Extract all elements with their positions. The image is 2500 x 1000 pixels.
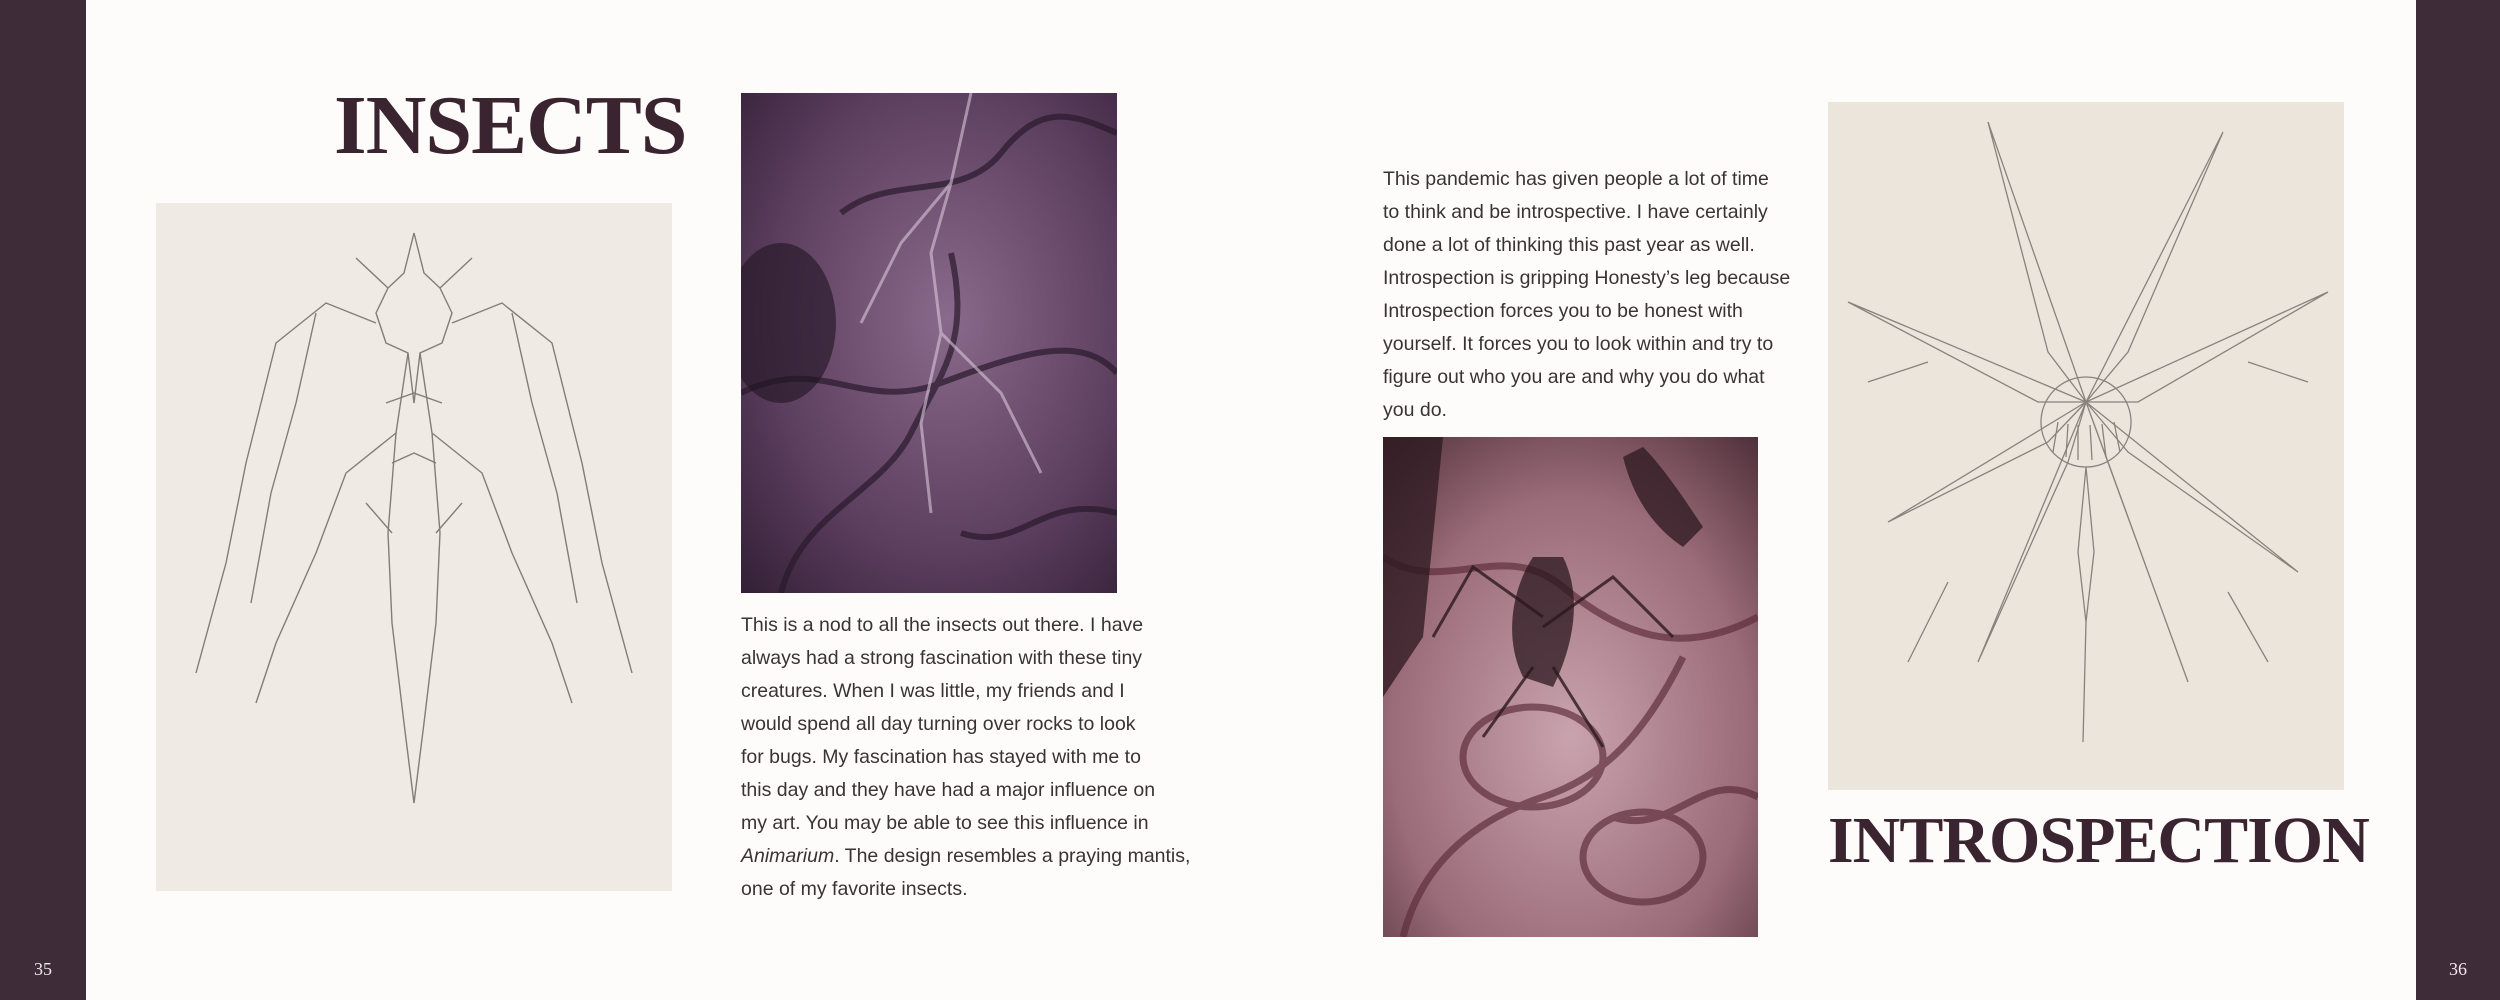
animarium-italic: Animarium (741, 845, 835, 867)
left-margin-bar (0, 0, 86, 1000)
insects-paragraph (741, 609, 1190, 906)
purple-insect-painting-icon (741, 93, 1117, 593)
pink-creature-painting-icon (1383, 437, 1758, 937)
insects-line-6: this day and they have had a major influence on (741, 779, 1156, 801)
insects-line-8: . The design resembles a praying mantis, (834, 845, 1191, 867)
introspection-title: INTROSPECTION (1828, 804, 2369, 877)
introspection-line-4: Introspection is gripping Honesty’s leg because (1383, 267, 1791, 289)
pink-creature-painting-image (1383, 437, 1758, 937)
insects-line-7: my art. You may be able to see this influence in (741, 812, 1149, 834)
purple-insect-painting-image (741, 93, 1117, 593)
insects-line-5: for bugs. My fascination has stayed with me to (741, 746, 1141, 768)
insects-line-3: creatures. When I was little, my friends and I (741, 680, 1125, 702)
introspection-line-6: yourself. It forces you to look within and try to (1383, 333, 1774, 355)
introspection-line-2: to think and be introspective. I have certainly (1383, 201, 1768, 223)
introspection-line-8: you do. (1383, 399, 1447, 421)
introspection-line-1: This pandemic has given people a lot of time (1383, 168, 1769, 190)
insects-title: INSECTS (334, 79, 687, 172)
mantis-sketch-image (156, 203, 672, 891)
spiky-creature-sketch-image (1828, 102, 2344, 790)
insects-line-4: would spend all day turning over rocks to look (741, 713, 1136, 735)
mantis-sketch-icon (156, 203, 672, 891)
spiky-creature-sketch-icon (1828, 102, 2344, 790)
introspection-line-7: figure out who you are and why you do what (1383, 366, 1765, 388)
right-margin-bar (2416, 0, 2500, 1000)
insects-line-2: always had a strong fascination with these tiny (741, 647, 1143, 669)
introspection-line-5: Introspection forces you to be honest with (1383, 300, 1743, 322)
insects-line-9: one of my favorite insects. (741, 878, 968, 900)
introspection-line-3: done a lot of thinking this past year as well. (1383, 234, 1755, 256)
insects-line-1: This is a nod to all the insects out there. I have (741, 614, 1144, 636)
page-number-left: 35 (34, 959, 52, 979)
introspection-paragraph (1383, 163, 1790, 427)
page-number-right: 36 (2449, 959, 2467, 979)
